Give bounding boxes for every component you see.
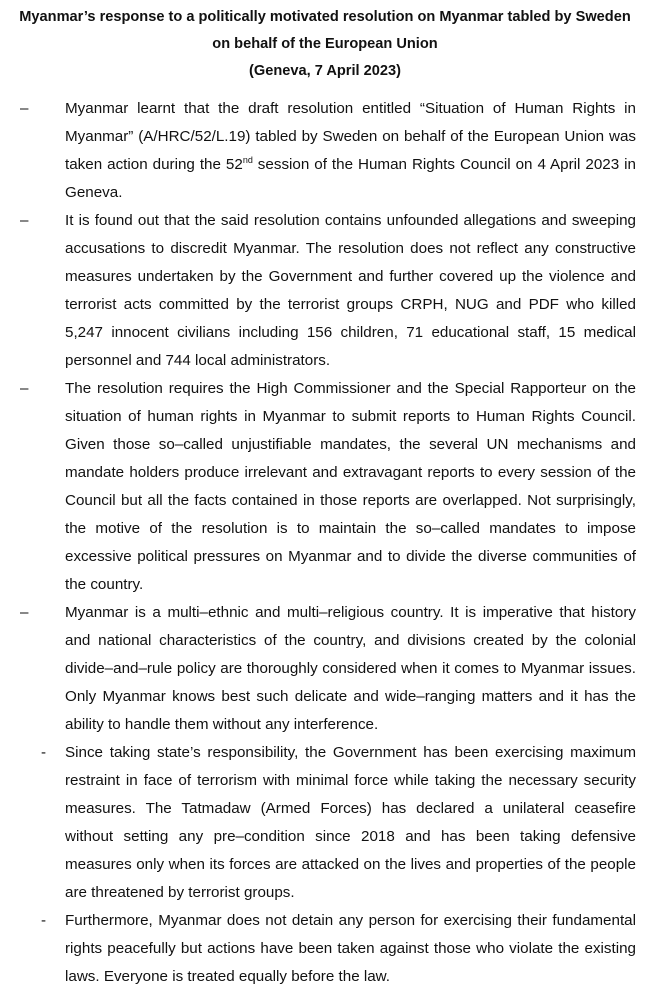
dash-marker: – [20,380,29,397]
paragraph-2-text: It is found out that the said resolution contains unfounded allegations and sweeping accusations to discredit Myanmar. The resolution does not reflect any constructive measures undertaken by the Government and further covered up the violence and terrorist acts committed by the terrorist groups CRPH, NUG and PDF who killed 5,247 innocent civilians including 156 children, 71 educational staff, 15 medical personnel and 744 local administrators. [65,212,636,369]
dash-marker: – [20,604,29,621]
paragraph-2 [14,207,636,375]
paragraph-3-text: The resolution requires the High Commissioner and the Special Rapporteur on the situation of human rights in Myanmar to submit reports to Human Rights Council. Given those so–called unjustifiable mandates, the several UN mechanisms and mandate holders produce irrelevant and extravagant reports to every session of the Council but all the facts contained in those reports are overlapped. Not surprisingly, the motive of the resolution is to maintain the so–called mandates to impose excessive political pressures on Myanmar and to divide the diverse communities of the country. [65,380,636,593]
subparagraph-2-text: Furthermore, Myanmar does not detain any person for exercising their fundamental rights peacefully but actions have been taken against those who violate the existing laws. Everyone is treated equally before the law. [65,912,636,985]
ordinal-suffix: nd [242,154,253,165]
title-line-1: Myanmar’s response to a politically motivated resolution on Myanmar tabled by Sweden [19,9,631,25]
title-line-2: on behalf of the European Union [212,36,438,52]
dash-marker: – [20,100,29,117]
subparagraph-1 [14,739,636,907]
paragraph-1-text-cont: session of the Human Rights Council on 4 April 2023 in Geneva. [65,156,636,201]
subparagraph-1-text: Since taking state’s responsibility, the Government has been exercising maximum restraint in face of terrorism with minimal force while taking the necessary security measures. The Tatmadaw (Armed Forces) has declared a unilateral ceasefire without setting any pre–condition since 2018 and has been taking defensive measures only when its forces are attacked on the lives and properties of the people are threatened by terrorist groups. [65,744,636,901]
hyphen-marker: - [41,744,47,761]
paragraph-1 [14,95,636,207]
dash-marker: – [20,212,29,229]
title-dateline: (Geneva, 7 April 2023) [249,63,401,79]
paragraph-4 [14,599,636,739]
subparagraph-2 [14,907,636,991]
paragraph-4-text: Myanmar is a multi–ethnic and multi–religious country. It is imperative that history and national characteristics of the country, and divisions created by the colonial divide–and–rule policy are thoroughly considered when it comes to Myanmar issues. Only Myanmar knows best such delicate and wide–ranging matters and it has the ability to handle them without any interference. [65,604,636,733]
hyphen-marker: - [41,912,47,929]
paragraph-3 [14,375,636,599]
document-title [14,4,636,85]
paragraph-1-text: Myanmar learnt that the draft resolution entitled “Situation of Human Rights in Myanmar” (A/HRC/52/L.19) tabled by Sweden on behalf of the European Union was taken action during the 52 [65,100,636,173]
